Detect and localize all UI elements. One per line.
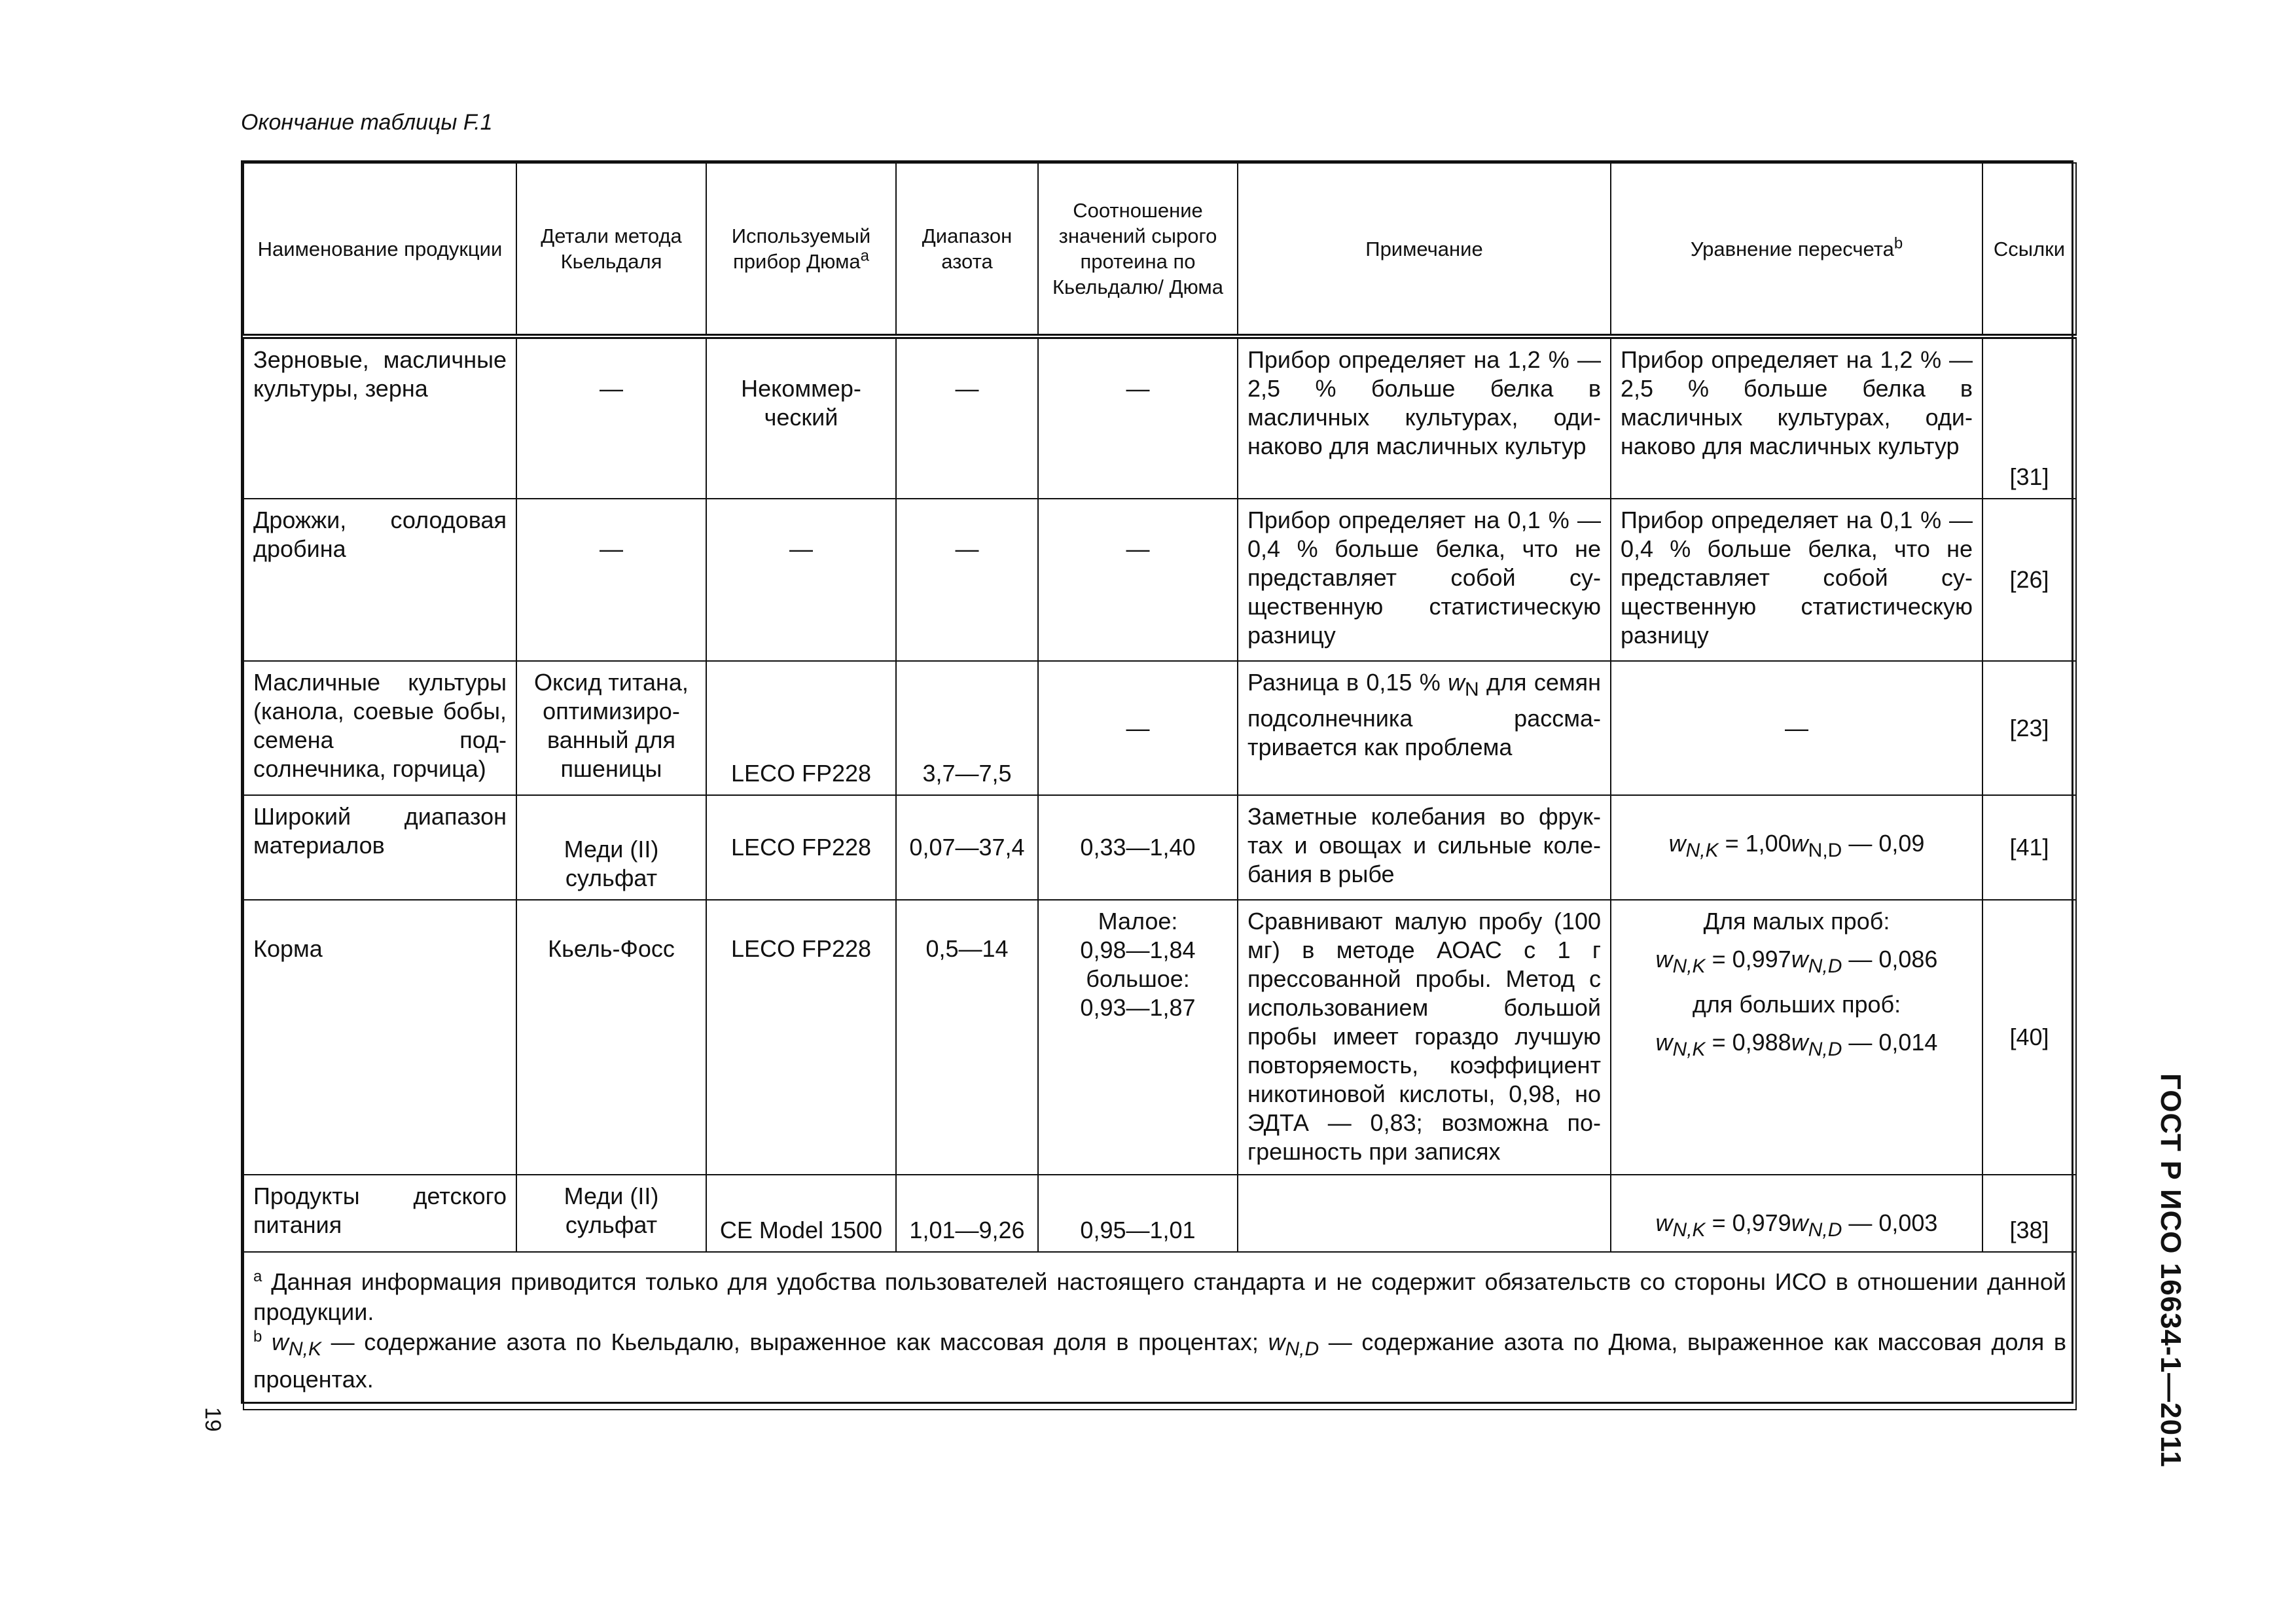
header-dumas: Используемый прибор Дюма$^a$ [706,163,896,336]
cell-ref: [41] [1982,795,2076,900]
equation-label-small: Для малых проб: [1703,908,1890,935]
cell-kjeldahl: Меди (II) сульфат [516,795,706,900]
cell-note: Заметные колебания во фруктах и овощах и сильные колебания в рыбе [1238,795,1611,900]
cell-note [1238,1175,1611,1252]
cell-product: Широкий диапазон материалов [243,795,516,900]
header-equation: Уравнение пересчета$^b$ [1611,163,1982,336]
cell-ref: [31] [1982,336,2076,499]
header-range: Диапазон азота [896,163,1038,336]
conversion-equation: $w_{N,K} = 1,00w_{N,D}$ — 0,09 [1668,830,1925,862]
conversion-equation-large: $w_{N,K} = 0,988w_{N,D}$ — 0,014 [1655,1029,1938,1061]
table-row [243,795,2076,900]
conversion-equation-small: $w_{N,K} = 0,997w_{N,D}$ — 0,086 [1655,946,1938,978]
page-number: 19 [200,1407,225,1432]
cell-ratio: 0,33—1,40 [1038,795,1238,900]
cell-note: Разница в 0,15 % $w_N$ для семян подсолнечника рассматривается как проблема [1238,661,1611,795]
cell-product: Зерновые, масличные культуры, зерна [243,336,516,499]
cell-ref: [40] [1982,900,2076,1175]
cell-ratio: — [1038,661,1238,795]
cell-product: Продукты детского питания [243,1175,516,1252]
cell-ref: [23] [1982,661,2076,795]
cell-equation: — [1611,661,1982,795]
cell-kjeldahl: Кьель-Фосс [516,900,706,1175]
cell-equation [1611,1175,1982,1252]
table-row [243,661,2076,795]
cell-dumas: LECO FP228 [706,900,896,1175]
cell-kjeldahl: — [516,336,706,499]
document-standard-id: ГОСТ Р ИСО 16634-1—2011 [2155,1073,2187,1468]
cell-ratio: — [1038,336,1238,499]
cell-range: 0,5—14 [896,900,1038,1175]
cell-product: Масличные культуры (канола, соевые бобы, семена подсолнечника, горчица) [243,661,516,795]
cell-ratio: 0,95—1,01 [1038,1175,1238,1252]
cell-ref: [26] [1982,499,2076,661]
cell-equation: Прибор определяет на 1,2 % — 2,5 % больше белка в масличных культурах, одинаково для масличных культур [1611,336,1982,499]
conversion-equation: $w_{N,K} = 0,979w_{N,D}$ — 0,003 [1655,1209,1938,1241]
cell-dumas: Некоммерческий [706,336,896,499]
cell-equation: Прибор определяет на 0,1 % — 0,4 % больше белка, что не представляет собой существенную статистическую разницу [1611,499,1982,661]
table-row [243,499,2076,661]
cell-dumas: CE Model 1500 [706,1175,896,1252]
footnotes-row [243,1252,2076,1410]
cell-product: Дрожжи, солодовая дробина [243,499,516,661]
cell-note: Прибор определяет на 0,1 % — 0,4 % больше белка, что не представляет собой существенную статистическую разницу [1238,499,1611,661]
header-note: Примечание [1238,163,1611,336]
cell-dumas: LECO FP228 [706,661,896,795]
header-row [243,163,2076,336]
header-ratio: Соотношение значений сырого протеина по Кьельдалю/ Дюма [1038,163,1238,336]
data-table [241,160,2073,1404]
cell-kjeldahl: Меди (II) сульфат [516,1175,706,1252]
table-row [243,336,2076,499]
cell-dumas: — [706,499,896,661]
cell-range: — [896,499,1038,661]
header-product: Наименование продукции [243,163,516,336]
table-row [243,900,2076,1175]
table-row [243,1175,2076,1252]
table-caption: Окончание таблицы F.1 [241,110,493,135]
footnote-b: $^b$ $w_{N,K}$ — содержание азота по Кьельдалю, выраженное как массовая доля в процентах; $w_{N,D}$ — содержание азота по Дюма, выраженное как массовая доля в процентах. [253,1328,2066,1393]
footnote-a: $^a$ Данная информация приводится только для удобства пользователей настоящего стандарта и не содержит обязательств со стороны ИСО в отношении данной продукции. [253,1268,2066,1325]
cell-ratio: — [1038,499,1238,661]
cell-range: 3,7—7,5 [896,661,1038,795]
cell-equation [1611,795,1982,900]
cell-kjeldahl: Оксид титана, оптимизированный для пшеницы [516,661,706,795]
cell-dumas: LECO FP228 [706,795,896,900]
cell-ratio: Малое: 0,98—1,84 большое: 0,93—1,87 [1038,900,1238,1175]
cell-note: Прибор определяет на 1,2 % — 2,5 % больше белка в масличных культурах, одинаково для масличных культур [1238,336,1611,499]
cell-ref: [38] [1982,1175,2076,1252]
cell-range: 0,07—37,4 [896,795,1038,900]
cell-product: Корма [243,900,516,1175]
header-refs: Ссылки [1982,163,2076,336]
equation-label-large: для больших проб: [1692,991,1901,1018]
cell-range: — [896,336,1038,499]
cell-range: 1,01—9,26 [896,1175,1038,1252]
cell-kjeldahl: — [516,499,706,661]
cell-equation [1611,900,1982,1175]
footnotes [243,1252,2076,1410]
cell-note: Сравнивают малую пробу (100 мг) в методе АОАС с 1 г прессованной пробы. Метод с использованием большой пробы имеет гораздо лучшую повторяемость, коэффициент никотиновой кислоты, 0,98, но ЭДТА — 0,83; возможна погрешность при записях [1238,900,1611,1175]
header-kjeldahl: Детали метода Кьельдаля [516,163,706,336]
